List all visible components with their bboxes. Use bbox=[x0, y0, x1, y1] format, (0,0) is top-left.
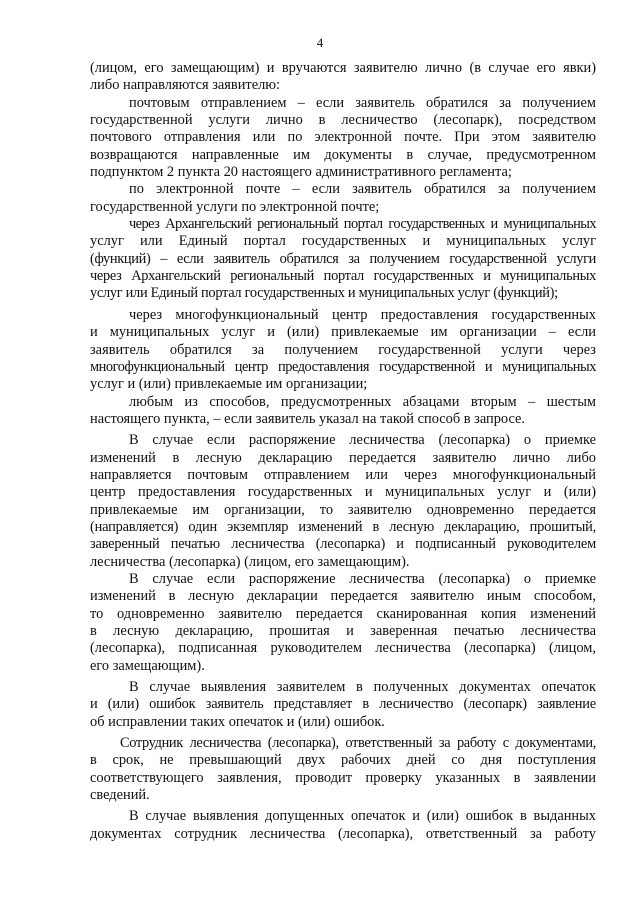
text-line: в срок, не превышающий двух рабочих дней со дня поступления bbox=[90, 752, 596, 769]
text-line: через Архангельский региональный портал государственных и муниципальных bbox=[129, 216, 596, 233]
text-line: почтовым отправлением – если заявитель обратился за получением bbox=[129, 94, 596, 111]
text-line: (направляется) один экземпляр изменений в лесную декларацию, прошитый, bbox=[90, 518, 596, 535]
text-line: В случае если распоряжение лесничества (лесопарка) о приемке bbox=[129, 570, 596, 587]
text-line: его замещающим). bbox=[90, 657, 205, 674]
text-line: соответствующего заявления, проводит проверку указанных в заявлении bbox=[90, 769, 596, 786]
text-line: и (или) ошибок заявитель представляет в лесничество (лесопарк) заявление bbox=[90, 696, 596, 713]
text-line: через Архангельский региональный портал государственных и муниципальных bbox=[90, 268, 596, 285]
text-line: (функций) – если заявитель обратился за получением государственной услуги bbox=[90, 250, 596, 267]
text-line: возвращаются направленные им документы в случае, предусмотренном bbox=[90, 146, 596, 163]
text-line: центр предоставления государственных и муниципальных услуг и (или) bbox=[90, 484, 596, 501]
text-line: услуг или Единый портал государственных и муниципальных услуг (функций); bbox=[90, 285, 558, 302]
text-line: любым из способов, предусмотренных абзацами вторым – шестым bbox=[129, 393, 596, 410]
text-line: заверенный печатью лесничества (лесопарка) и подписанный руководителем bbox=[90, 536, 596, 553]
text-line: Сотрудник лесничества (лесопарка), ответственный за работу с документами, bbox=[120, 735, 596, 752]
text-line: сведений. bbox=[90, 787, 150, 804]
text-line: по электронной почте – если заявитель обратился за получением bbox=[129, 181, 596, 198]
text-line: изменений в лесную декларации передается заявителю иным способом, bbox=[90, 588, 596, 605]
body-text bbox=[90, 60, 596, 843]
text-line: лесничества (лесопарка) (лицом, его замещающим). bbox=[90, 553, 410, 570]
text-line: В случае выявления допущенных опечаток и (или) ошибок в выданных bbox=[129, 808, 596, 825]
text-line: заявитель обратился за получением государственной услуги через bbox=[90, 341, 596, 358]
text-line: об исправлении таких опечаток и (или) ошибок. bbox=[90, 713, 385, 730]
text-line: В случае если распоряжение лесничества (лесопарка) о приемке bbox=[129, 432, 596, 449]
text-line: через многофункциональный центр предоставления государственных bbox=[129, 306, 596, 323]
text-line: (лесопарка), подписанная руководителем лесничества (лесопарка) (лицом, bbox=[90, 640, 596, 657]
text-line: подпунктом 2 пункта 20 настоящего административного регламента; bbox=[90, 164, 512, 181]
text-line: направляется почтовым отправлением или через многофункциональный bbox=[90, 466, 596, 483]
page-number: 4 bbox=[316, 35, 324, 50]
text-line: либо направляются заявителю: bbox=[90, 77, 281, 94]
text-line: изменений в лесную декларацию передается заявителю лично либо bbox=[90, 449, 596, 466]
text-line: (лицом, его замещающим) и вручаются заявителю лично (в случае его явки) bbox=[90, 60, 596, 76]
text-line: В случае выявления заявителем в полученных документах опечаток bbox=[129, 679, 596, 696]
text-line: настоящего пункта, – если заявитель указал на такой способ в запросе. bbox=[90, 410, 526, 427]
text-line: услуг или Единый портал государственных и муниципальных услуг bbox=[90, 233, 596, 250]
text-line: государственной услуги лично в лесничество (лесопарк), посредством bbox=[90, 112, 596, 129]
text-line: многофункциональный центр предоставления государственной и муниципальных bbox=[90, 358, 596, 375]
text-line: документах сотрудник лесничества (лесопарка), ответственный за работу bbox=[90, 825, 596, 842]
text-line: услуг и (или) привлекаемые им организации; bbox=[90, 376, 368, 393]
text-line: привлекаемые им организации, то заявителю одновременно передается bbox=[90, 501, 596, 518]
text-line: и муниципальных услуг и (или) привлекаемые им организации – если bbox=[90, 324, 596, 341]
text-line: почтового отправления или по электронной почте. При этом заявителю bbox=[90, 129, 596, 146]
text-line: государственной услуги по электронной почте; bbox=[90, 198, 380, 215]
text-line: в лесную декларацию, прошитая и заверенная печатью лесничества bbox=[90, 623, 596, 639]
text-line: то одновременно заявителю передается сканированная копия изменений bbox=[90, 605, 596, 622]
